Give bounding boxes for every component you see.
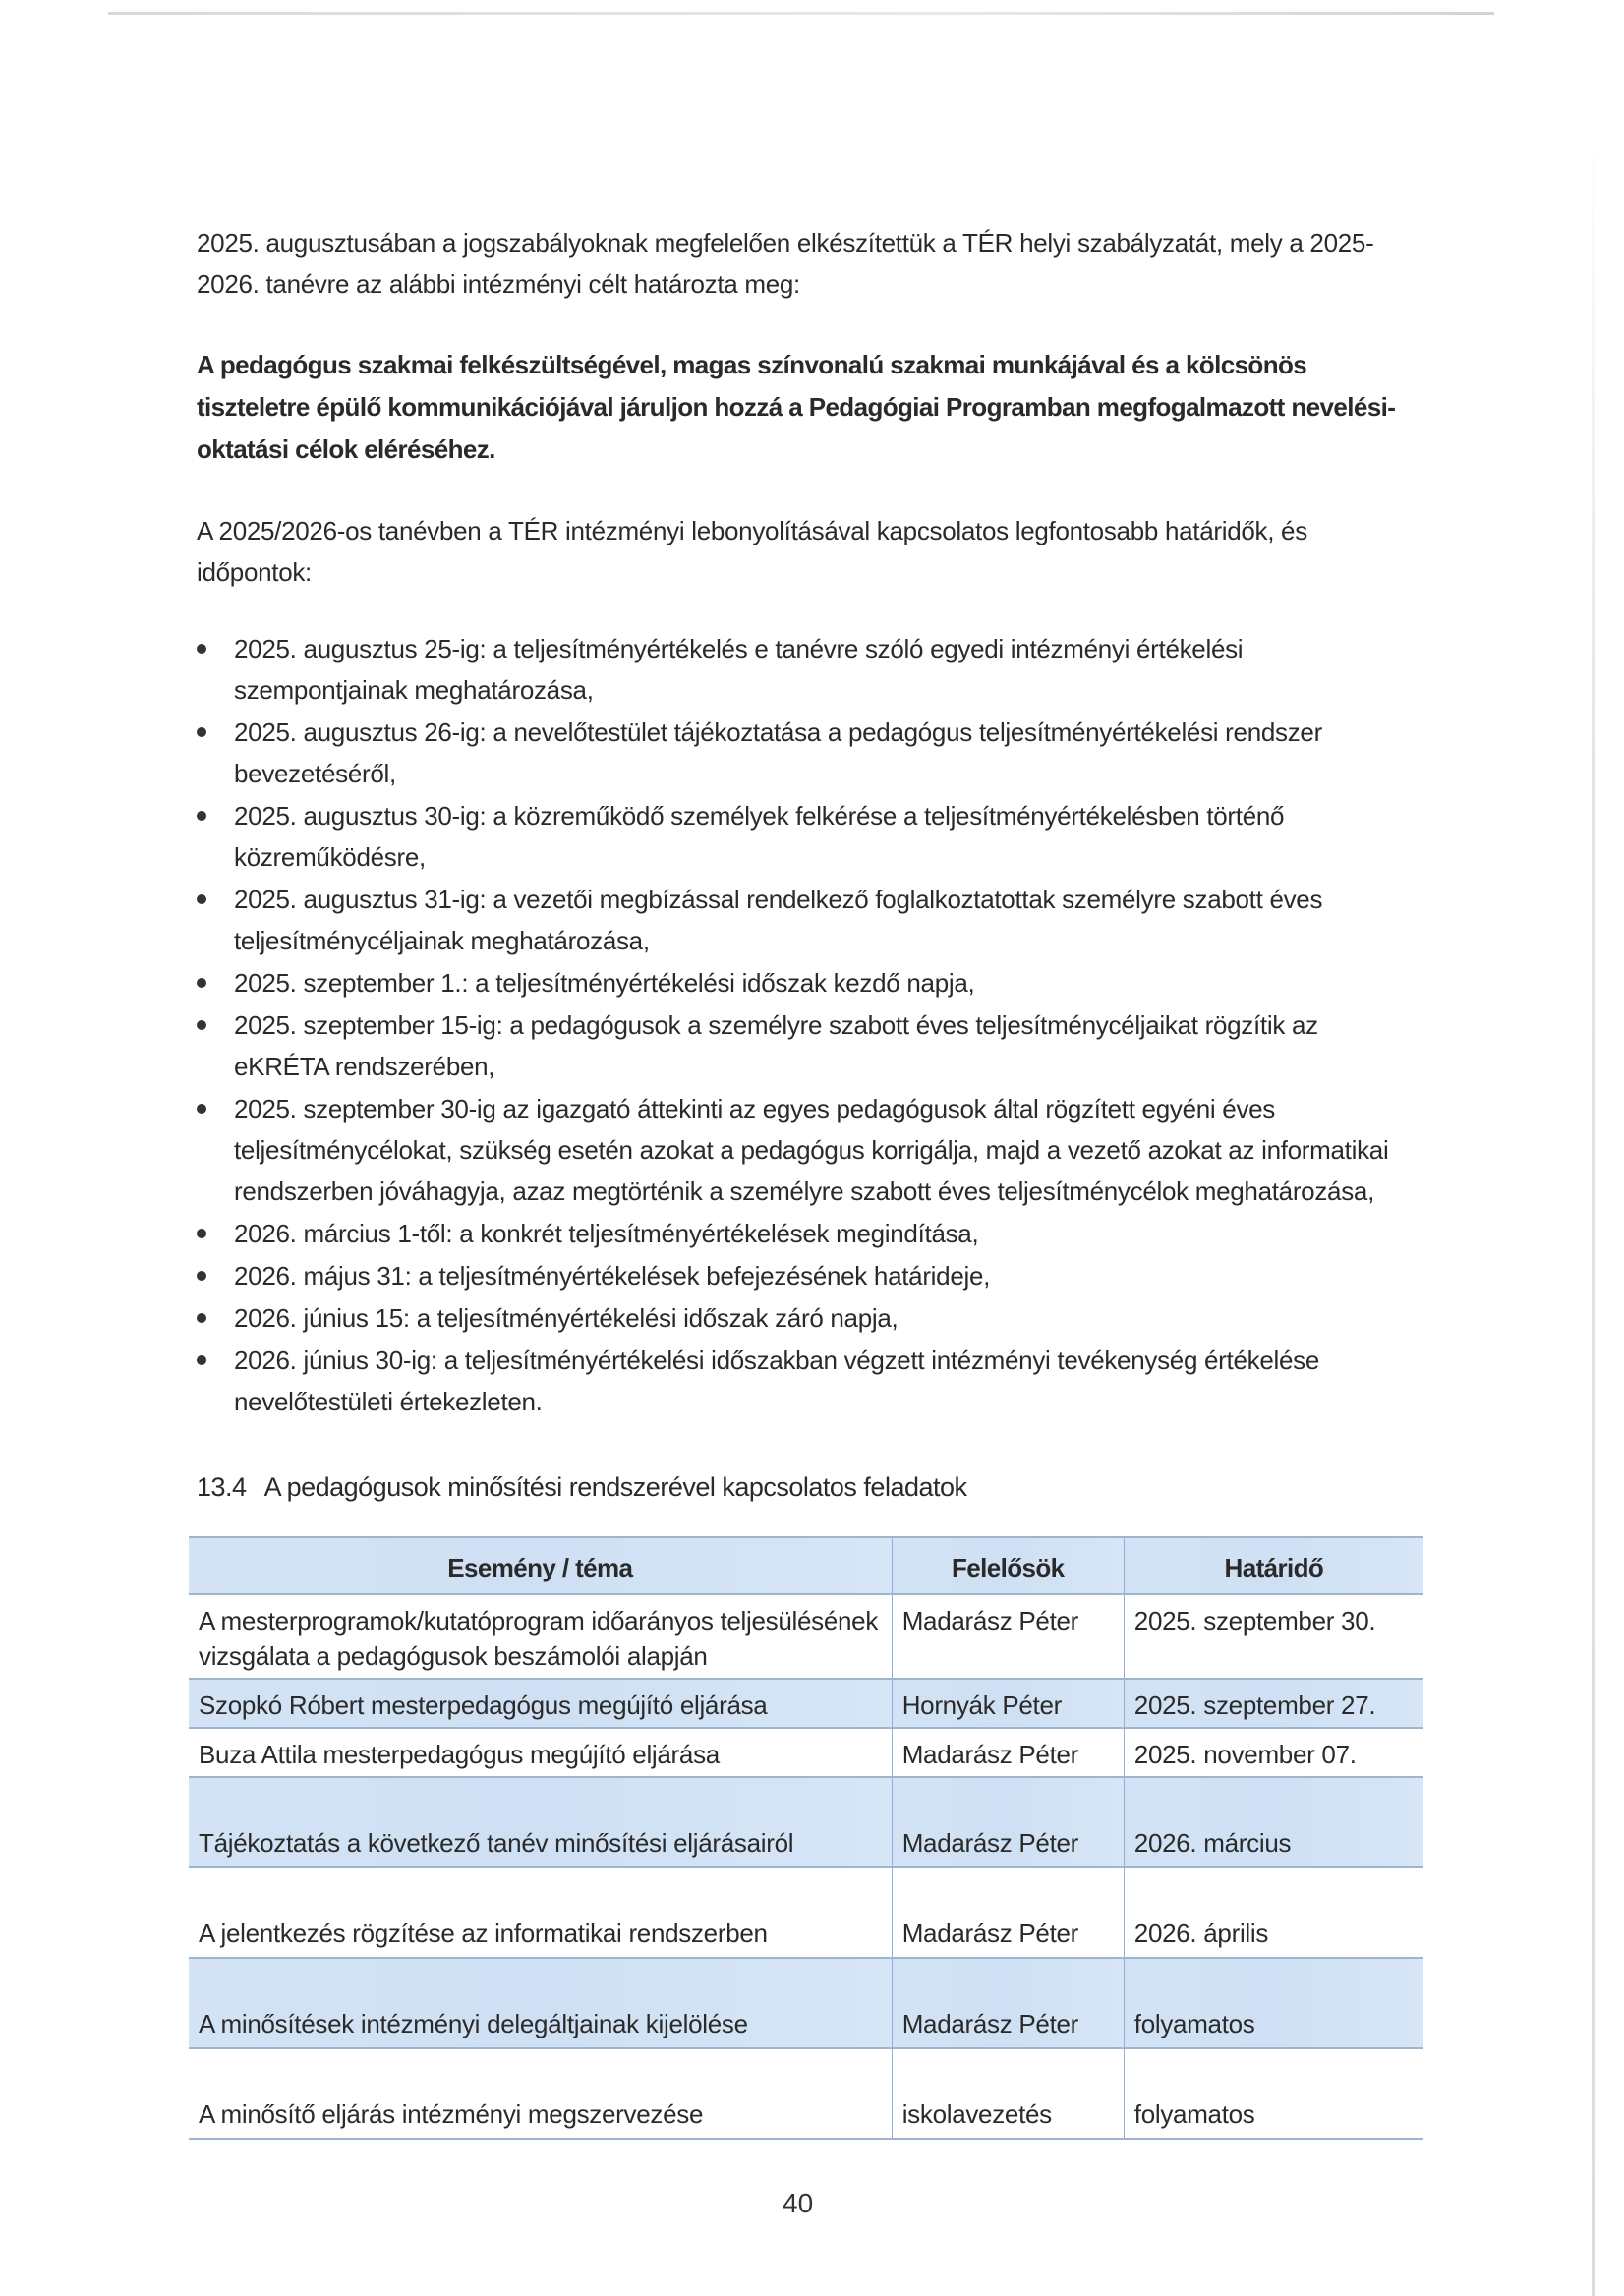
list-item: 2025. szeptember 1.: a teljesítményértékelési időszak kezdő napja, [197, 962, 1416, 1004]
cell-event: A jelentkezés rögzítése az informatikai rendszerben [189, 1867, 892, 1958]
section-title: A pedagógusok minősítési rendszerével kapcsolatos feladatok [263, 1472, 967, 1502]
list-item: 2025. szeptember 15-ig: a pedagógusok a személyre szabott éves teljesítménycéljaikat rögzítik az eKRÉTA rendszerében, [197, 1004, 1416, 1087]
bullet-icon [197, 1313, 206, 1323]
deadlines-list [197, 628, 1416, 1422]
cell-deadline: folyamatos [1124, 1958, 1423, 2048]
cell-event: A mesterprogramok/kutatóprogram időarányos teljesülésének vizsgálata a pedagógusok beszámolói alapján [189, 1594, 892, 1679]
cell-deadline: 2026. április [1124, 1867, 1423, 1958]
cell-responsible: Madarász Péter [892, 1867, 1124, 1958]
page-number: 40 [783, 2188, 814, 2218]
table-row [189, 1867, 1423, 1958]
table-row [189, 1958, 1423, 2048]
list-item: 2026. június 15: a teljesítményértékelési időszak záró napja, [197, 1297, 1416, 1339]
table-row [189, 2048, 1423, 2139]
list-item: 2025. augusztus 31-ig: a vezetői megbízással rendelkező foglalkoztatottak személyre szabott éves teljesítménycéljainak meghatározása, [197, 879, 1416, 961]
cell-event: A minősítések intézményi delegáltjainak kijelölése [189, 1958, 892, 2048]
cell-responsible: Madarász Péter [892, 1728, 1124, 1777]
bullet-icon [197, 1229, 206, 1238]
bullet-icon [197, 811, 206, 821]
bullet-icon [197, 1104, 206, 1114]
bullet-icon [197, 1355, 206, 1365]
list-item: 2025. augusztus 26-ig: a nevelőtestület tájékoztatása a pedagógus teljesítményértékelési rendszer bevezetéséről, [197, 712, 1416, 794]
list-item: 2025. augusztus 25-ig: a teljesítményértékelés e tanévre szóló egyedi intézményi értékelési szempontjainak meghatározása, [197, 628, 1416, 711]
cell-responsible: iskolavezetés [892, 2048, 1124, 2139]
bullet-icon [197, 644, 206, 654]
table-row [189, 1594, 1423, 1679]
scan-edge-top [108, 12, 1494, 15]
cell-deadline: 2025. szeptember 27. [1124, 1679, 1423, 1728]
cell-deadline: 2026. március [1124, 1777, 1423, 1867]
cell-responsible: Madarász Péter [892, 1777, 1124, 1867]
bullet-icon [197, 727, 206, 737]
intro-paragraph: 2025. augusztusában a jogszabályoknak megfelelően elkészítettük a TÉR helyi szabályzatát, mely a 2025-2026. tanévre az alábbi intézményi célt határozta meg: [197, 228, 1374, 299]
list-item: 2026. május 31: a teljesítményértékelések befejezésének határideje, [197, 1255, 1416, 1296]
bullet-icon [197, 1271, 206, 1281]
deadlines-intro: A 2025/2026-os tanévben a TÉR intézményi lebonyolításával kapcsolatos legfontosabb határidők, és időpontok: [197, 516, 1307, 587]
list-item: 2025. szeptember 30-ig az igazgató áttekinti az egyes pedagógusok által rögzített egyéni éves teljesítménycélokat, szükség esetén azokat a pedagógus korrigálja, majd a vezető azokat az informatikai rendszerben jóváhagyja, azaz megtörténik a személyre szabott éves teljesítménycélok meghatározása, [197, 1088, 1416, 1212]
page-content [197, 222, 1416, 2140]
section-heading [197, 1467, 1416, 1507]
list-item: 2026. június 30-ig: a teljesítményértékelési időszakban végzett intézményi tevékenység értékelése nevelőtestületi értekezleten. [197, 1340, 1416, 1422]
list-item: 2025. augusztus 30-ig: a közreműködő személyek felkérése a teljesítményértékelésben történő közreműködésre, [197, 795, 1416, 878]
table-header-row [189, 1537, 1423, 1594]
list-item: 2026. március 1-től: a konkrét teljesítményértékelések megindítása, [197, 1213, 1416, 1254]
cell-event: Buza Attila mesterpedagógus megújító eljárása [189, 1728, 892, 1777]
cell-deadline: folyamatos [1124, 2048, 1423, 2139]
institutional-goal: A pedagógus szakmai felkészültségével, magas színvonalú szakmai munkájával és a kölcsönös tiszteletre épülő kommunikációjával járuljon hozzá a Pedagógiai Programban megfogalmazott nevelési-oktatási célok eléréséhez. [197, 350, 1396, 464]
cell-responsible: Madarász Péter [892, 1594, 1124, 1679]
header-responsible: Felelősök [892, 1537, 1124, 1594]
cell-responsible: Hornyák Péter [892, 1679, 1124, 1728]
section-number: 13.4 [197, 1472, 247, 1502]
tasks-table [189, 1536, 1423, 2140]
table-row [189, 1777, 1423, 1867]
table-row [189, 1728, 1423, 1777]
bullet-icon [197, 978, 206, 988]
header-deadline: Határidő [1124, 1537, 1423, 1594]
table-row [189, 1679, 1423, 1728]
cell-event: A minősítő eljárás intézményi megszervezése [189, 2048, 892, 2139]
bullet-icon [197, 894, 206, 904]
cell-responsible: Madarász Péter [892, 1958, 1124, 2048]
header-event: Esemény / téma [189, 1537, 892, 1594]
cell-event: Tájékoztatás a következő tanév minősítési eljárásairól [189, 1777, 892, 1867]
cell-deadline: 2025. november 07. [1124, 1728, 1423, 1777]
bullet-icon [197, 1020, 206, 1030]
cell-deadline: 2025. szeptember 30. [1124, 1594, 1423, 1679]
scan-edge-right [1592, 118, 1595, 2296]
cell-event: Szopkó Róbert mesterpedagógus megújító eljárása [189, 1679, 892, 1728]
